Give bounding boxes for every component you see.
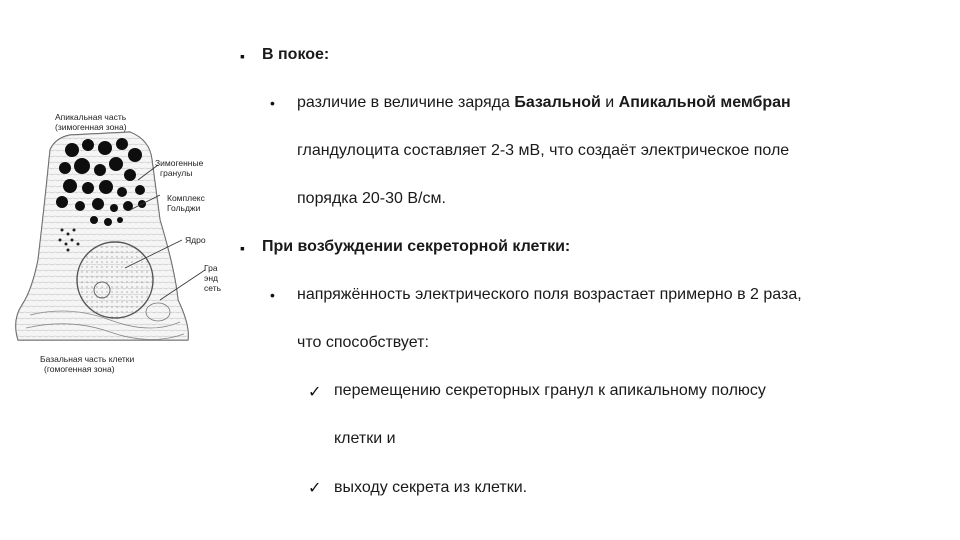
label-er-1: Гра <box>204 263 218 273</box>
square-bullet-icon: ▪ <box>240 240 245 256</box>
label-er-3: сеть <box>204 283 222 293</box>
glandulocyte-illustration <box>10 100 235 390</box>
excited-line-1: напряжённость электрического поля возрастает примерно в 2 раза, <box>297 286 802 303</box>
label-zymogen-granules-2: гранулы <box>160 168 193 178</box>
label-basal-zone: (гомогенная зона) <box>44 364 115 374</box>
check-2-line-1: выходу секрета из клетки. <box>334 479 528 496</box>
heading-excited: При возбуждении секреторной клетки: <box>262 238 571 255</box>
checkmark-icon: ✓ <box>308 480 322 497</box>
checkmark-icon: ✓ <box>308 384 322 401</box>
round-bullet-icon: • <box>270 287 275 303</box>
label-zymogen-granules: Зимогенные <box>155 158 204 168</box>
label-golgi: Комплекс <box>167 193 205 203</box>
rest-line-1: различие в величине заряда Базальной и Апикальной мембран <box>297 94 791 111</box>
round-bullet-icon: • <box>270 95 275 111</box>
label-apical: Апикальная часть <box>55 112 127 122</box>
check-1-line-1: перемещению секреторных гранул к апикальному полюсу <box>334 382 766 399</box>
rest-line-3: порядка 20-30 В/см. <box>297 190 446 207</box>
label-er-2: энд <box>204 273 218 283</box>
excited-line-2: что способствует: <box>297 334 429 351</box>
label-apical-zone: (зимогенная зона) <box>55 122 127 132</box>
label-nucleus: Ядро <box>185 235 206 245</box>
square-bullet-icon: ▪ <box>240 48 245 64</box>
label-basal: Базальная часть клетки <box>40 354 135 364</box>
rest-line-2: гландулоцита составляет 2-3 мВ, что создаёт электрическое поле <box>297 142 790 159</box>
label-golgi-2: Гольджи <box>167 203 201 213</box>
glandulocyte-figure <box>10 100 235 390</box>
check-1-line-2: клетки и <box>334 430 396 447</box>
heading-rest: В покое: <box>262 46 330 63</box>
